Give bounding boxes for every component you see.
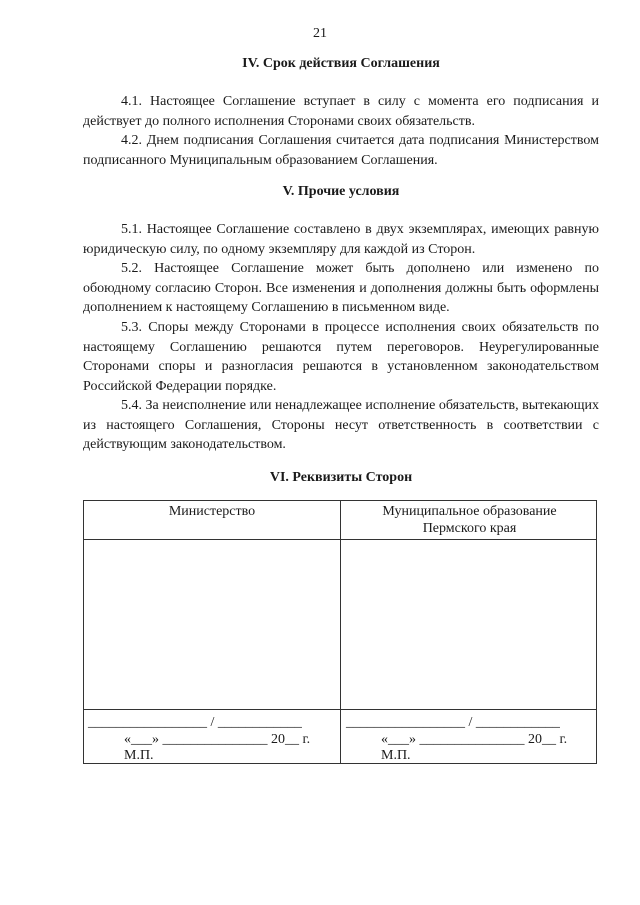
- section-5-title: V. Прочие условия: [282, 184, 400, 199]
- municipality-signature-line: _________________ / ____________: [346, 715, 560, 730]
- clause-5-1: 5.1. Настоящее Соглашение составлено в двух экземплярах, имеющих равную юридическую силу, по одному экземпляру для каждой из Сторон.: [83, 222, 599, 257]
- clause-5-3: 5.3. Споры между Сторонами в процессе исполнения своих обязательств по настоящему Соглашению решаются путем переговоров. Неурегулированные Сторонами споры и разногласия решаются в установленном законодательством Российской Федерации порядке.: [83, 320, 599, 394]
- parties-requisites-table: [83, 500, 597, 764]
- ministry-stamp-label: М.П.: [124, 748, 154, 763]
- clause-5-2: 5.2. Настоящее Соглашение может быть дополнено или изменено по обоюдному согласию Сторон. Все изменения и дополнения должны быть оформлены дополнением к настоящему Соглашению в письменном виде.: [83, 261, 599, 316]
- ministry-signature-line: _________________ / ____________: [88, 715, 302, 730]
- table-header-divider: [84, 539, 596, 540]
- page-number: 21: [313, 26, 327, 41]
- section-6-title: VI. Реквизиты Сторон: [269, 470, 413, 485]
- section-4-title: IV. Срок действия Соглашения: [242, 56, 440, 71]
- table-signature-divider: [84, 709, 596, 710]
- clause-4-1: 4.1. Настоящее Соглашение вступает в силу с момента его подписания и действует до полного исполнения Сторонами своих обязательств.: [83, 94, 599, 129]
- municipality-stamp-label: М.П.: [381, 748, 411, 763]
- clause-4-2: 4.2. Днем подписания Соглашения считается дата подписания Министерством подписанного Муниципальным образованием Соглашения.: [83, 133, 599, 168]
- clause-5-4: 5.4. За неисполнение или ненадлежащее исполнение обязательств, вытекающих из настоящего Соглашения, Стороны несут ответственность в соответствии с действующим законодательством.: [83, 398, 599, 453]
- table-column-divider: [340, 501, 341, 763]
- municipality-header: Муниципальное образование Пермского края: [382, 504, 557, 536]
- ministry-date-line: «___» _______________ 20__ г.: [124, 732, 311, 747]
- ministry-header: Министерство: [168, 504, 256, 519]
- municipality-date-line: «___» _______________ 20__ г.: [381, 732, 568, 747]
